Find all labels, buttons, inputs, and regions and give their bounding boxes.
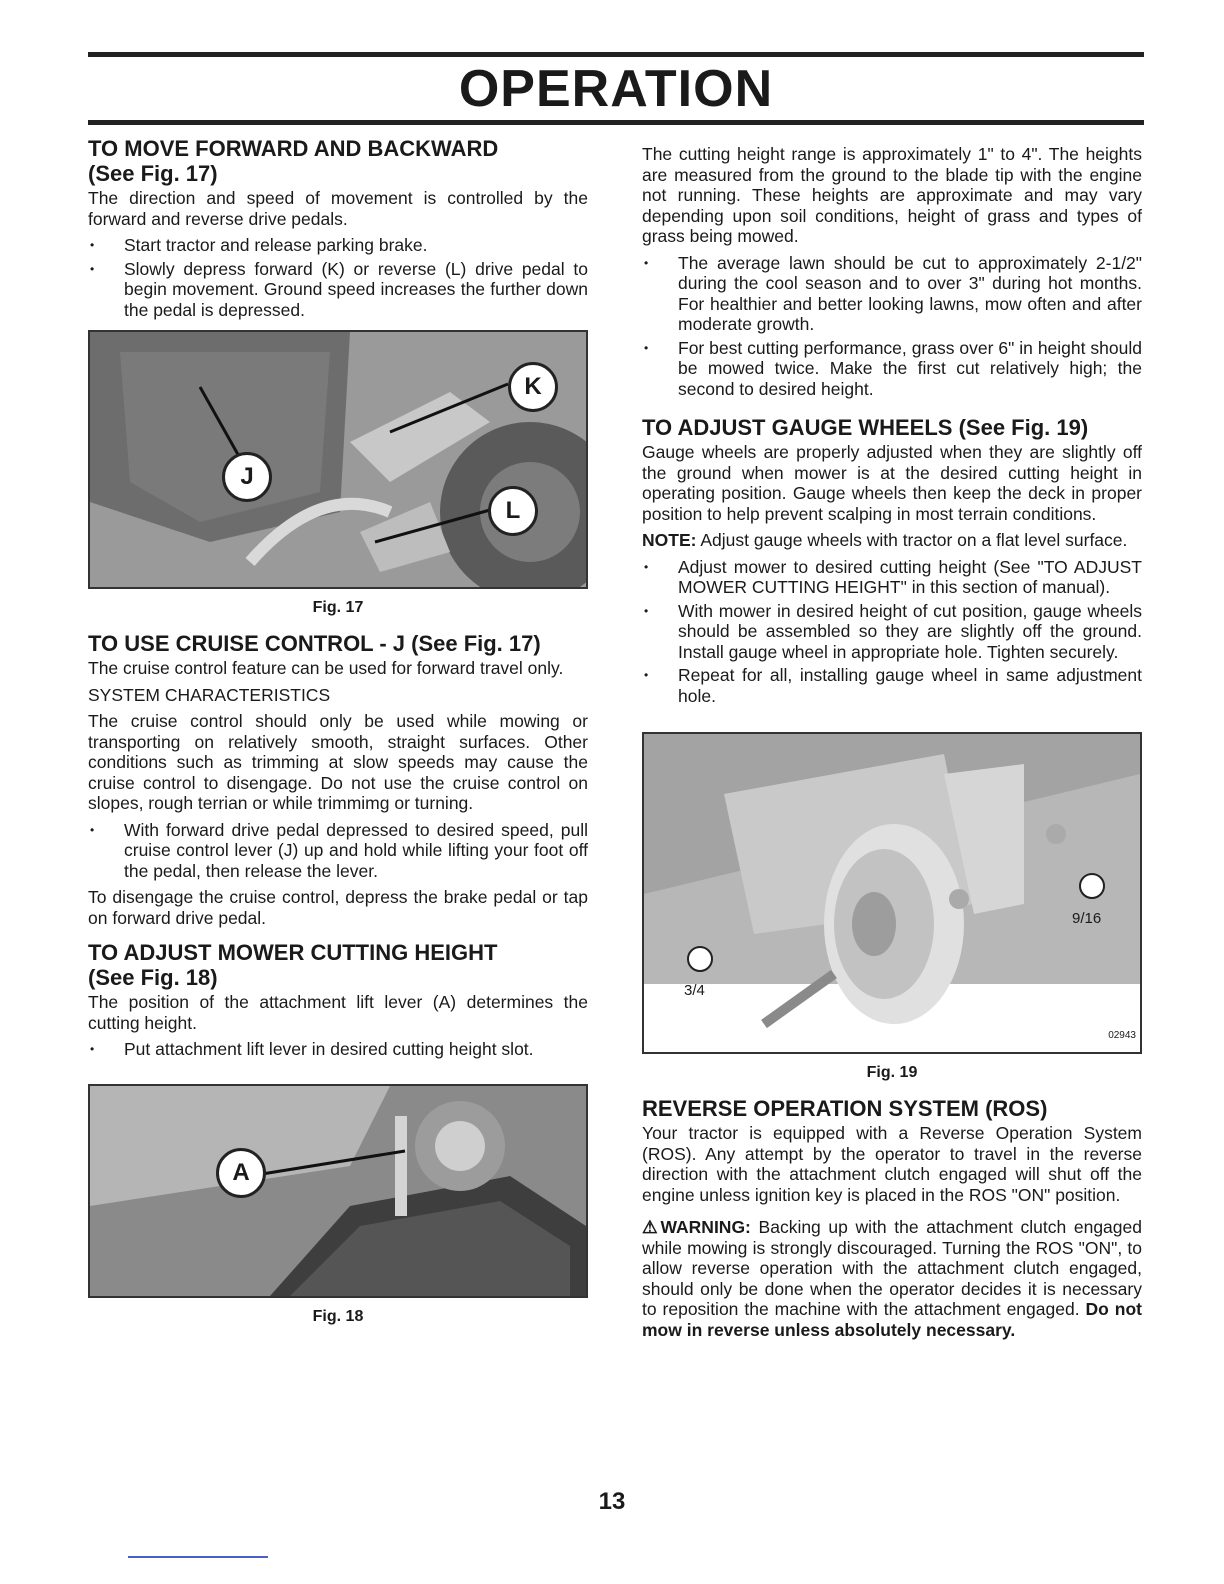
list-item: • Start tractor and release parking brake. bbox=[88, 235, 588, 256]
list-item: • For best cutting performance, grass over 6" in height should be mowed twice. Make the first cut relatively high; the second to desired height. bbox=[642, 338, 1142, 400]
list-item: • Adjust mower to desired cutting height (See "TO ADJUST MOWER CUTTING HEIGHT" in this section of manual). bbox=[642, 557, 1142, 598]
cruise-outro: To disengage the cruise control, depress the brake pedal or tap on forward drive pedal. bbox=[88, 887, 588, 928]
note-text: Adjust gauge wheels with tractor on a flat level surface. bbox=[696, 530, 1128, 550]
height-intro: The cutting height range is approximately 1" to 4". The heights are measured from the ground to the blade tip with the engine not running. These heights are approximate and may vary depending upon soil conditions, height of grass and types of grass being mowed. bbox=[642, 144, 1142, 246]
header-rule-bottom bbox=[88, 120, 1144, 125]
system-characteristics: SYSTEM CHARACTERISTICS bbox=[88, 684, 331, 705]
cutting-intro: The position of the attachment lift lever (A) determines the cutting height. bbox=[88, 992, 588, 1033]
list-item: • The average lawn should be cut to approximately 2-1/2" during the cool season and to over 3" during hot months. For healthier and better looking lawns, mow often and after moderate growth. bbox=[642, 253, 1142, 335]
callout-a: A bbox=[216, 1148, 266, 1198]
figure-19 bbox=[642, 732, 1142, 1054]
figure-code: 02943 bbox=[1108, 1030, 1136, 1041]
note-label: NOTE: bbox=[642, 530, 697, 550]
move-bullets bbox=[88, 235, 588, 320]
cutting-bullets bbox=[88, 1039, 588, 1060]
ros-warning bbox=[642, 1217, 1142, 1340]
right-column bbox=[642, 144, 1142, 1346]
list-item: • With mower in desired height of cut position, gauge wheels should be assembled so they are slightly off the ground. Install gauge wheel in appropriate hole. Tighten securely. bbox=[642, 601, 1142, 663]
fig17-caption: Fig. 17 bbox=[312, 599, 364, 616]
list-item: • Slowly depress forward (K) or reverse (L) drive pedal to begin movement. Ground speed increases the further down the pedal is depressed. bbox=[88, 259, 588, 321]
page-number: 13 bbox=[598, 1488, 626, 1515]
fig18-caption: Fig. 18 bbox=[312, 1307, 364, 1325]
gauge-bullets bbox=[642, 557, 1142, 707]
gauge-note bbox=[642, 530, 1142, 551]
ros-heading: REVERSE OPERATION SYSTEM (ROS) bbox=[642, 1096, 1048, 1121]
cruise-heading: TO USE CRUISE CONTROL - J (See Fig. 17) bbox=[88, 631, 541, 656]
gauge-intro: Gauge wheels are properly adjusted when they are slightly off the ground when mower is at the desired cutting height in operating position. Gauge wheels then keep the deck in proper position to help prevent scalping in most terrain conditions. bbox=[642, 442, 1142, 524]
callout-l: L bbox=[488, 486, 538, 536]
cutting-heading bbox=[88, 940, 588, 990]
label-34: 3/4 bbox=[684, 982, 705, 999]
header-rule-top bbox=[88, 52, 1144, 57]
ros-intro: Your tractor is equipped with a Reverse Operation System (ROS). Any attempt by the operator to travel in the reverse direction with the attachment clutch engaged will shut off the engine unless ignition key is placed in the ROS "ON" position. bbox=[642, 1123, 1142, 1205]
cruise-para: The cruise control should only be used while mowing or transporting on relatively smooth, straight surfaces. Other conditions such as trimming at slow speeds may cause the cruise control to disengage. Do not use the cruise control on slopes, rough terrian or while trimmimg or turning. bbox=[88, 711, 588, 813]
move-heading-text: TO MOVE FORWARD AND BACKWARD bbox=[88, 136, 499, 161]
cutting-heading-sub: (See Fig. 18) bbox=[88, 965, 218, 990]
label-916: 9/16 bbox=[1072, 910, 1102, 927]
callout-k: K bbox=[508, 362, 558, 412]
cruise-bullets bbox=[88, 820, 588, 882]
list-item: • Repeat for all, installing gauge wheel in same adjustment hole. bbox=[642, 665, 1142, 706]
lift-lever-illustration bbox=[90, 1086, 586, 1296]
height-bullets bbox=[642, 253, 1142, 400]
gauge-heading: TO ADJUST GAUGE WHEELS (See Fig. 19) bbox=[642, 415, 1089, 440]
cruise-intro: The cruise control feature can be used for forward travel only. bbox=[88, 658, 564, 678]
move-heading-sub: (See Fig. 17) bbox=[88, 161, 218, 186]
left-column bbox=[88, 136, 588, 1340]
move-heading bbox=[88, 136, 588, 186]
cutting-heading-text: TO ADJUST MOWER CUTTING HEIGHT bbox=[88, 940, 498, 965]
list-item: • Put attachment lift lever in desired cutting height slot. bbox=[88, 1039, 588, 1060]
warning-label: WARNING: bbox=[660, 1217, 751, 1237]
callout-j: J bbox=[222, 452, 272, 502]
move-intro: The direction and speed of movement is controlled by the forward and reverse drive pedals. bbox=[88, 188, 588, 229]
bottom-link-underline[interactable] bbox=[128, 1556, 268, 1558]
warning-text: Backing up with the attachment clutch engaged while mowing is strongly discouraged. Turning the ROS "ON", to allow reverse operation with the attachment clutch engaged, should only be done when the operator decides it is necessary to reposition the machine with the attachment engaged. bbox=[642, 1217, 1142, 1319]
pedal-illustration bbox=[90, 332, 586, 587]
list-item: • With forward drive pedal depressed to desired speed, pull cruise control lever (J) up and hold while lifting your foot off the pedal, then release the lever. bbox=[88, 820, 588, 882]
warning-icon: ⚠ bbox=[642, 1217, 661, 1237]
gauge-wheel-illustration bbox=[644, 734, 1140, 1052]
figure-17 bbox=[88, 330, 588, 589]
warning-bold: Do not mow in reverse unless absolutely necessary. bbox=[642, 1299, 1142, 1340]
fig19-caption: Fig. 19 bbox=[866, 1064, 918, 1081]
figure-18 bbox=[88, 1084, 588, 1298]
page-title: OPERATION bbox=[458, 60, 774, 118]
